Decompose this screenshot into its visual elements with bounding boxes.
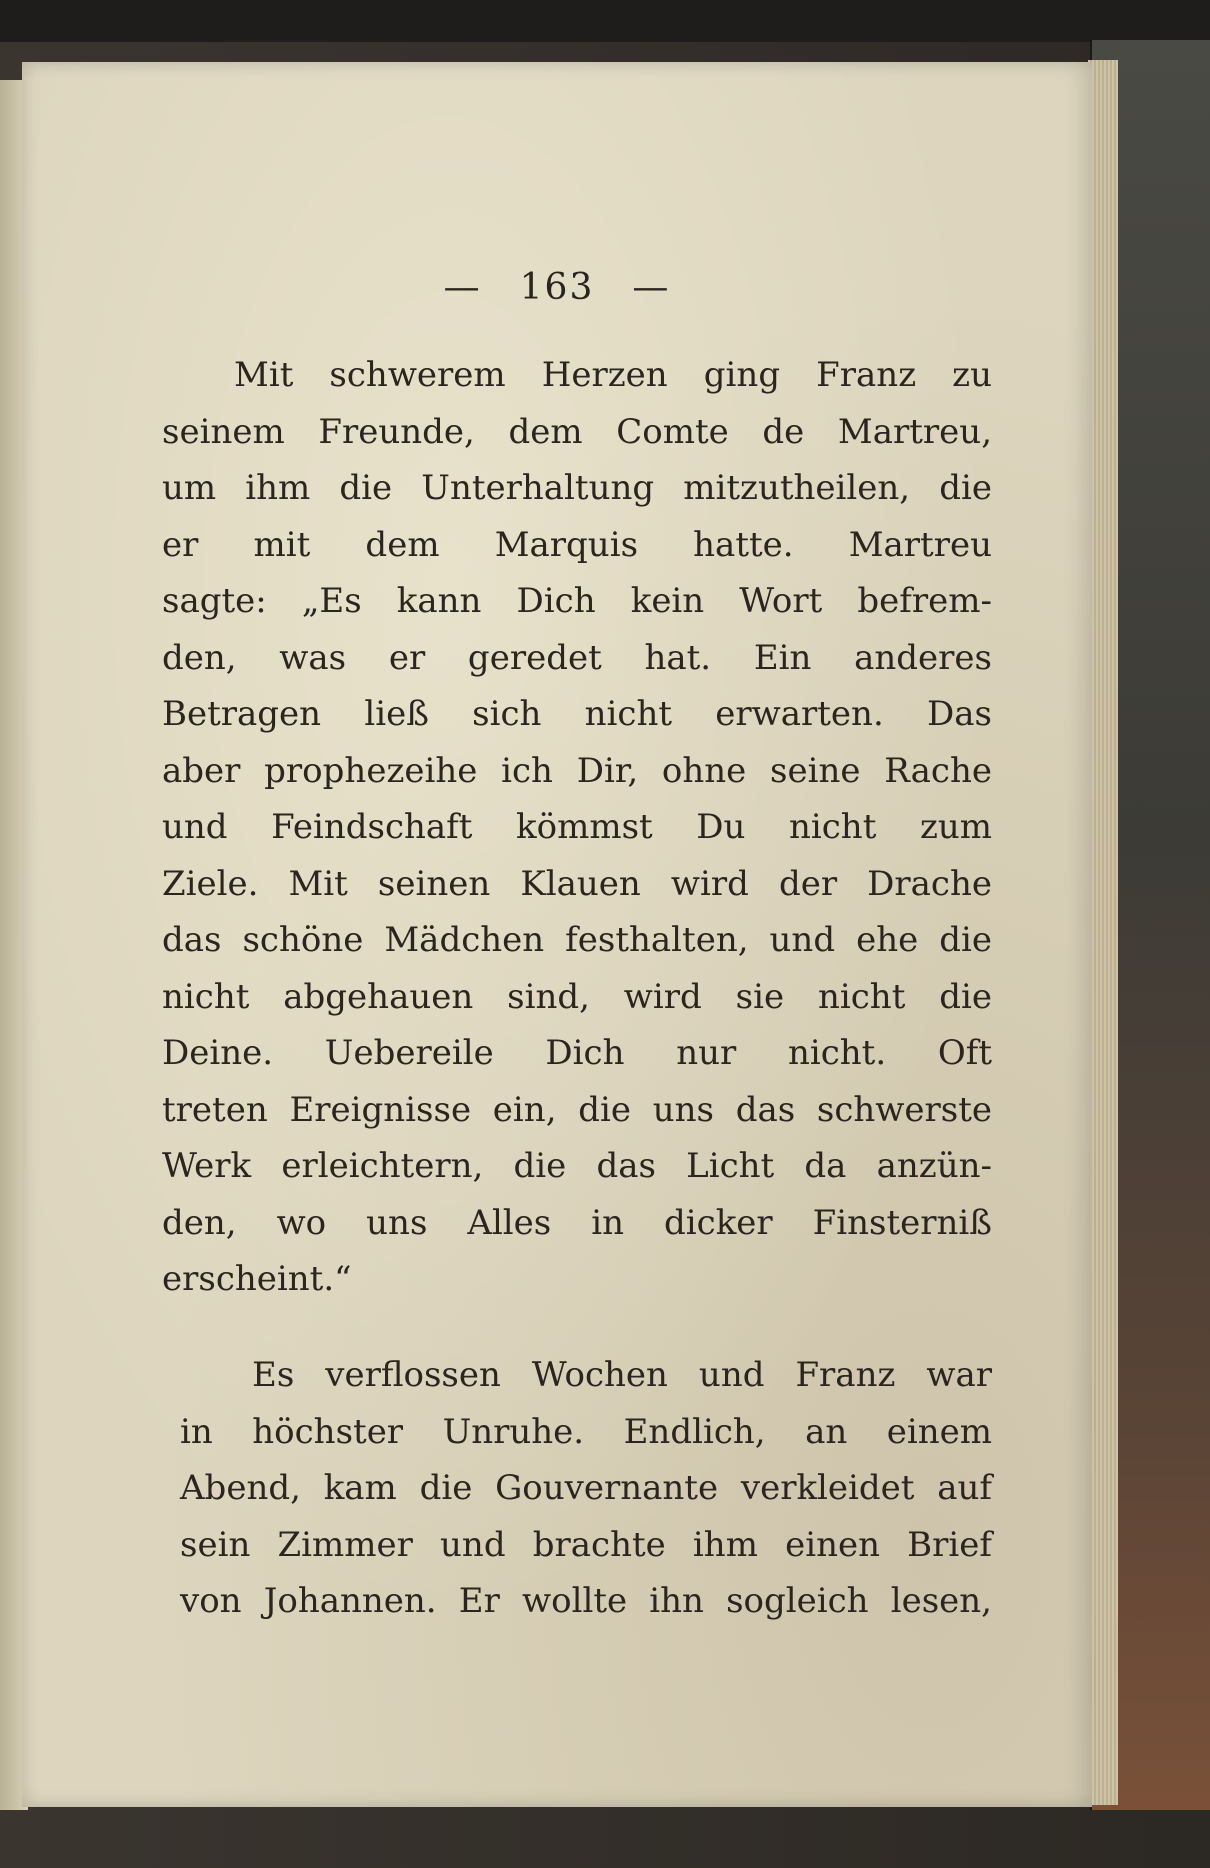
text-line: den, wo uns Alles in dicker Finsterniß: [162, 1202, 992, 1243]
text-line: das schöne Mädchen festhalten, und ehe die: [162, 920, 992, 960]
paragraph-1: [162, 347, 992, 1308]
text-line: und Feindschaft kömmst Du nicht zum: [162, 807, 992, 847]
text-line: Werk erleichtern, die das Licht da anzün-: [162, 1146, 992, 1186]
text-line: aber prophezeihe ich Dir, ohne seine Rache: [162, 750, 992, 791]
text-line: nicht abgehauen sind, wird sie nicht die: [162, 976, 992, 1017]
text-line: Mit schwerem Herzen ging Franz zu: [234, 355, 992, 395]
text-line: Es verflossen Wochen und Franz war: [252, 1355, 992, 1395]
header-dash-right: —: [632, 267, 671, 308]
text-line: seinem Freunde, dem Comte de Martreu,: [162, 411, 992, 452]
text-line: Abend, kam die Gouvernante verkleidet auf: [180, 1468, 992, 1508]
book-page: [22, 62, 1092, 1807]
text-line: erscheint.“: [162, 1259, 352, 1299]
text-line: in höchster Unruhe. Endlich, an einem: [180, 1411, 992, 1452]
header-dash-left: —: [443, 267, 482, 308]
text-line: von Johannen. Er wollte ihn sogleich lesen,: [180, 1581, 992, 1621]
text-line: sein Zimmer und brachte ihm einen Brief: [180, 1524, 992, 1565]
text-line: er mit dem Marquis hatte. Martreu: [162, 524, 992, 565]
text-line: sagte: „Es kann Dich kein Wort befrem-: [162, 581, 992, 621]
text-line: Deine. Uebereile Dich nur nicht. Oft: [162, 1033, 992, 1073]
text-line: treten Ereignisse ein, die uns das schwerste: [162, 1089, 992, 1130]
paragraph-2: [180, 1347, 992, 1630]
text-line: um ihm die Unterhaltung mitzutheilen, die: [162, 468, 992, 508]
page-header: [22, 267, 1092, 308]
page-edges: [1088, 60, 1118, 1805]
text-line: Betragen ließ sich nicht erwarten. Das: [162, 694, 992, 734]
text-line: den, was er geredet hat. Ein anderes: [162, 637, 992, 678]
text-line: Ziele. Mit seinen Klauen wird der Drache: [162, 863, 992, 904]
page-number: 163: [519, 267, 595, 308]
